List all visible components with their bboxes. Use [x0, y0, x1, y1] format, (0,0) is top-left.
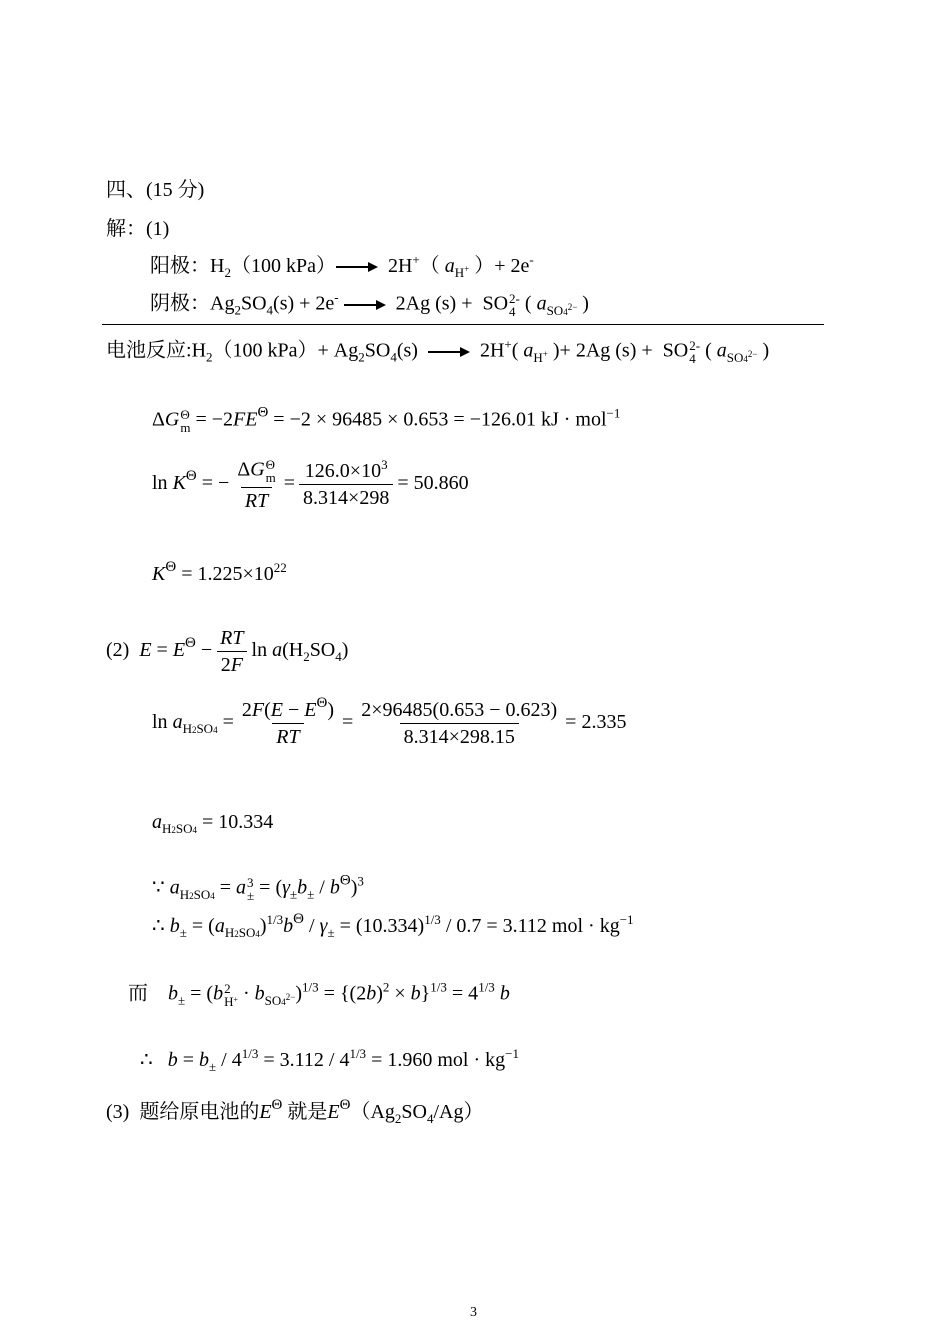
cathode-reaction: 阴极：$Ag_2SO_4(s) + 2e^-$ 2Ag (s) + SO 2- 4 ( $a_{SO4^{2-}}$ )	[150, 289, 589, 319]
fraction: $\frac{2F(E - E^\Theta)}{RT}$	[241, 695, 334, 748]
delta-g-unit: kJ · mol	[540, 408, 607, 431]
therefore-b-equation: ∴ $b = b_\pm / 4^{1/3} = 3.112 / 4^{1/3} = 1.960$ mol · $kg^{-1}$	[140, 1046, 519, 1074]
ln-a-value: 2.335	[581, 711, 627, 734]
divider-line	[102, 324, 824, 325]
because-equation: ∵ $a_{H2SO4} = a$ 3 ± = $(\gamma_\pm b_\pm / b^\Theta)^3$	[152, 872, 364, 903]
cell-label: 电池反应:	[106, 339, 192, 362]
therefore-b-pm-equation: ∴ $b_\pm = (a_{H2SO4})^{1/3}b^\Theta / \gamma_\pm = (10.334)^{1/3} / 0.7 = 3.112$ mol · $kg^{-1}$	[152, 911, 634, 940]
k-value: 1.225×10	[197, 563, 274, 585]
reaction-arrow-icon	[336, 262, 378, 272]
anode-label: 阳极：	[150, 255, 210, 277]
lnk-equation: $\ln K^\Theta$ = − ΔG Θ m RT = $\frac{126.0\times 10^3}{8.314\times 298}$ = 50.860	[152, 457, 469, 512]
cell-reaction: 电池反应$:H_2(100$ $kPa)+ Ag_2SO_4(s)$ 2H+( $a_{H^+}$ )+ 2Ag (s) + SO 2- 4 ( $a_{SO4^{2-}}$ )	[106, 336, 770, 366]
reaction-arrow-icon	[344, 300, 386, 310]
er-label: 而	[128, 982, 148, 1005]
ln-a-equation: $\ln a_{H2SO4}$ = $\frac{2F(E - E^\Theta)}{RT}$ = $\frac{2\times 96485(0.653 - 0.623)}{8.314\times 298.15}$ = 2.335	[152, 695, 627, 748]
reaction-arrow-icon	[428, 347, 470, 357]
part3-label: (3)	[106, 1101, 130, 1123]
nernst-equation: (2) $E = E^\Theta$ − $\frac{RT}{2F}$ $\ln a(H_2SO_4)$	[106, 627, 349, 676]
a-h2so4-value: 10.334	[218, 811, 274, 833]
delta-g-value: −126.01	[469, 408, 536, 431]
b-value: 1.960 mol · kg	[387, 1049, 506, 1071]
fraction: $\frac{2\times 96485(0.653 - 0.623)}{8.314\times 298.15}$	[361, 699, 558, 748]
part2-label: (2)	[106, 639, 130, 662]
solution-label: 解：(1)	[106, 218, 170, 240]
fraction: ΔG Θ m RT	[237, 457, 276, 512]
fraction: $\frac{126.0\times 10^3}{8.314\times 298}$	[299, 461, 393, 508]
a-h2so4-equation: $a_{H2SO4} = 10.334$	[152, 811, 274, 836]
fraction: $\frac{RT}{2F}$	[216, 628, 247, 675]
cathode-label: 阴极：	[150, 292, 210, 315]
b-pm-value: 3.112 mol · kg	[502, 915, 620, 937]
part3-statement: (3) 题给原电池的$E^\Theta$ 就是$E^\Theta(Ag_2SO_4/Ag)$	[106, 1097, 484, 1126]
page-number: 3	[470, 1305, 477, 1320]
b-pm-definition: 而 $b_\pm = (b$ 2 H+ · $b_{SO4^{2-}})^{1/3} = \{(2b)^2 \times b\}^{1/3} = 4^{1/3}$ b	[128, 979, 510, 1009]
section-heading: 四、(15 分)	[106, 179, 205, 201]
k-equation: $K^\Theta = 1.225\times 10^{22}$	[152, 559, 287, 585]
anode-reaction: 阳极：$H_2(100$ kPa） 2H+（ $a_{H^+}$ ）+ 2e-	[150, 252, 534, 280]
delta-g-equation: ΔG Θ m = $-2FE^\Theta = -2 \times 96485 \times 0.653 = -126.01$ kJ · mol$^{-1}$	[152, 404, 621, 435]
lnk-value: 50.860	[413, 472, 469, 495]
